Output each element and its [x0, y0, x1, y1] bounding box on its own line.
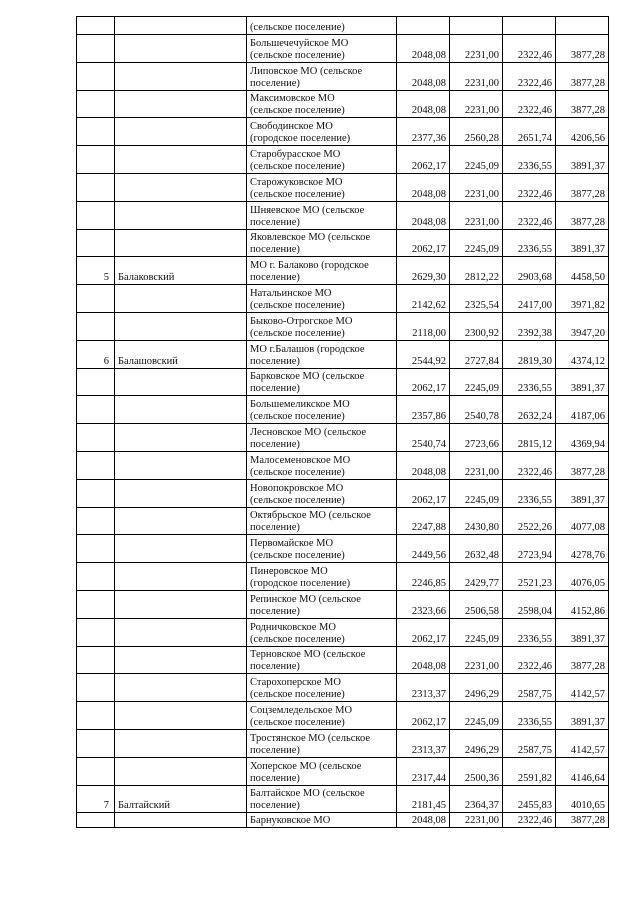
- value-cell-4: 4374,12: [556, 340, 609, 368]
- row-number-cell: [77, 479, 115, 507]
- value-cell-4: 3877,28: [556, 173, 609, 201]
- row-number-cell: [77, 424, 115, 452]
- table-row: [77, 17, 609, 35]
- value-cell-3: 2336,55: [503, 618, 556, 646]
- value-cell-1: 2048,08: [397, 646, 450, 674]
- value-cell-1: 2062,17: [397, 368, 450, 396]
- municipality-cell: (сельское поселение): [247, 17, 397, 35]
- value-cell-1: 2317,44: [397, 757, 450, 785]
- municipality-cell: Новопокровское МО (сельское поселение): [247, 479, 397, 507]
- value-cell-4: 4146,64: [556, 757, 609, 785]
- value-cell-3: 2819,30: [503, 340, 556, 368]
- value-cell-1: 2323,66: [397, 590, 450, 618]
- district-cell: Балтайский: [115, 785, 247, 813]
- value-cell-1: 2540,74: [397, 424, 450, 452]
- value-cell-2: 2231,00: [450, 451, 503, 479]
- table-row: [77, 451, 609, 479]
- value-cell-1: 2118,00: [397, 312, 450, 340]
- table-row: [77, 201, 609, 229]
- municipality-cell: Пинеровское МО (городское поселение): [247, 563, 397, 591]
- row-number-cell: 6: [77, 340, 115, 368]
- municipality-cell: Родничковское МО (сельское поселение): [247, 618, 397, 646]
- row-number-cell: [77, 590, 115, 618]
- value-cell-2: 2560,28: [450, 118, 503, 146]
- row-number-cell: [77, 285, 115, 313]
- value-cell-3: 2651,74: [503, 118, 556, 146]
- municipality-cell: Свободинское МО (городское поселение): [247, 118, 397, 146]
- row-number-cell: [77, 118, 115, 146]
- row-number-cell: [77, 201, 115, 229]
- value-cell-3: 2417,00: [503, 285, 556, 313]
- value-cell-4: 4142,57: [556, 729, 609, 757]
- value-cell-4: 3877,28: [556, 201, 609, 229]
- row-number-cell: [77, 451, 115, 479]
- value-cell-2: 2430,80: [450, 507, 503, 535]
- value-cell-4: [556, 17, 609, 35]
- row-number-cell: [77, 618, 115, 646]
- value-cell-4: 4076,05: [556, 563, 609, 591]
- value-cell-4: 3891,37: [556, 618, 609, 646]
- table-row: [77, 312, 609, 340]
- table-row: [77, 257, 609, 285]
- value-cell-2: 2231,00: [450, 62, 503, 90]
- district-cell: [115, 729, 247, 757]
- value-cell-4: 4278,76: [556, 535, 609, 563]
- value-cell-3: 2815,12: [503, 424, 556, 452]
- row-number-cell: [77, 146, 115, 174]
- table-row: [77, 507, 609, 535]
- municipality-cell: Старохоперское МО (сельское поселение): [247, 674, 397, 702]
- value-cell-2: 2245,09: [450, 229, 503, 257]
- value-cell-4: 3877,28: [556, 813, 609, 828]
- row-number-cell: [77, 173, 115, 201]
- value-cell-2: 2496,29: [450, 729, 503, 757]
- value-cell-2: 2429,77: [450, 563, 503, 591]
- value-cell-2: 2727,84: [450, 340, 503, 368]
- municipality-cell: Старобурасское МО (сельское поселение): [247, 146, 397, 174]
- value-cell-4: 3877,28: [556, 451, 609, 479]
- row-number-cell: [77, 507, 115, 535]
- value-cell-3: 2522,26: [503, 507, 556, 535]
- value-cell-1: 2048,08: [397, 813, 450, 828]
- row-number-cell: [77, 17, 115, 35]
- municipality-cell: Яковлевское МО (сельское поселение): [247, 229, 397, 257]
- value-cell-4: 4010,65: [556, 785, 609, 813]
- value-cell-4: 3891,37: [556, 229, 609, 257]
- value-cell-4: 4142,57: [556, 674, 609, 702]
- district-cell: [115, 479, 247, 507]
- table-row: [77, 535, 609, 563]
- municipality-cell: Хоперское МО (сельское поселение): [247, 757, 397, 785]
- table-row: [77, 674, 609, 702]
- district-cell: [115, 17, 247, 35]
- table-row: [77, 62, 609, 90]
- value-cell-2: 2325,54: [450, 285, 503, 313]
- value-cell-4: 4458,50: [556, 257, 609, 285]
- row-number-cell: [77, 62, 115, 90]
- value-cell-2: [450, 17, 503, 35]
- value-cell-2: 2364,37: [450, 785, 503, 813]
- value-cell-1: 2062,17: [397, 618, 450, 646]
- municipality-cell: Малосеменовское МО (сельское поселение): [247, 451, 397, 479]
- table-row: [77, 785, 609, 813]
- district-cell: [115, 646, 247, 674]
- row-number-cell: [77, 229, 115, 257]
- row-number-cell: [77, 368, 115, 396]
- value-cell-4: 3891,37: [556, 146, 609, 174]
- value-cell-1: 2377,36: [397, 118, 450, 146]
- row-number-cell: [77, 757, 115, 785]
- row-number-cell: [77, 312, 115, 340]
- value-cell-3: 2903,68: [503, 257, 556, 285]
- table-row: [77, 35, 609, 63]
- value-cell-1: 2062,17: [397, 146, 450, 174]
- value-cell-4: 3877,28: [556, 646, 609, 674]
- table-row: [77, 702, 609, 730]
- municipality-cell: Большечечуйское МО (сельское поселение): [247, 35, 397, 63]
- row-number-cell: [77, 35, 115, 63]
- value-cell-1: 2313,37: [397, 729, 450, 757]
- table-row: [77, 118, 609, 146]
- value-cell-3: 2598,04: [503, 590, 556, 618]
- value-cell-1: 2181,45: [397, 785, 450, 813]
- value-cell-1: 2062,17: [397, 479, 450, 507]
- value-cell-1: 2048,08: [397, 201, 450, 229]
- value-cell-3: 2336,55: [503, 368, 556, 396]
- value-cell-2: 2245,09: [450, 146, 503, 174]
- district-cell: [115, 201, 247, 229]
- municipality-cell: Барковское МО (сельское поселение): [247, 368, 397, 396]
- value-cell-1: 2062,17: [397, 702, 450, 730]
- value-cell-1: 2142,62: [397, 285, 450, 313]
- district-cell: [115, 451, 247, 479]
- municipality-cell: Первомайское МО (сельское поселение): [247, 535, 397, 563]
- value-cell-4: 4369,94: [556, 424, 609, 452]
- value-cell-3: 2336,55: [503, 146, 556, 174]
- value-cell-2: 2231,00: [450, 201, 503, 229]
- table-row: [77, 146, 609, 174]
- municipality-cell: Октябрьское МО (сельское поселение): [247, 507, 397, 535]
- value-cell-4: 3877,28: [556, 35, 609, 63]
- district-cell: [115, 285, 247, 313]
- district-cell: [115, 35, 247, 63]
- row-number-cell: [77, 90, 115, 118]
- row-number-cell: [77, 646, 115, 674]
- value-cell-3: 2322,46: [503, 646, 556, 674]
- municipality-cell: Лесновское МО (сельское поселение): [247, 424, 397, 452]
- value-cell-2: 2231,00: [450, 90, 503, 118]
- municipality-cell: Репинское МО (сельское поселение): [247, 590, 397, 618]
- value-cell-3: 2587,75: [503, 674, 556, 702]
- municipality-cell: Липовское МО (сельское поселение): [247, 62, 397, 90]
- table-row: [77, 285, 609, 313]
- table-row: [77, 368, 609, 396]
- value-cell-2: 2632,48: [450, 535, 503, 563]
- table-row: [77, 479, 609, 507]
- district-cell: [115, 424, 247, 452]
- value-cell-3: 2723,94: [503, 535, 556, 563]
- district-cell: [115, 90, 247, 118]
- row-number-cell: 5: [77, 257, 115, 285]
- district-cell: [115, 229, 247, 257]
- value-cell-4: 3947,20: [556, 312, 609, 340]
- district-cell: [115, 535, 247, 563]
- municipality-cell: Тростянское МО (сельское поселение): [247, 729, 397, 757]
- district-cell: [115, 62, 247, 90]
- value-cell-1: 2313,37: [397, 674, 450, 702]
- value-cell-4: 3877,28: [556, 90, 609, 118]
- value-cell-3: 2322,46: [503, 173, 556, 201]
- table-row: [77, 340, 609, 368]
- value-cell-1: 2062,17: [397, 229, 450, 257]
- municipality-cell: Шняевское МО (сельское поселение): [247, 201, 397, 229]
- value-cell-3: 2336,55: [503, 229, 556, 257]
- value-cell-3: 2322,46: [503, 813, 556, 828]
- value-cell-3: 2336,55: [503, 479, 556, 507]
- district-cell: [115, 813, 247, 828]
- value-cell-4: 3891,37: [556, 479, 609, 507]
- value-cell-4: 3971,82: [556, 285, 609, 313]
- value-cell-3: 2587,75: [503, 729, 556, 757]
- row-number-cell: [77, 813, 115, 828]
- table-row: [77, 563, 609, 591]
- table-row: [77, 813, 609, 828]
- value-cell-2: 2506,58: [450, 590, 503, 618]
- value-cell-3: 2392,38: [503, 312, 556, 340]
- district-cell: Балашовский: [115, 340, 247, 368]
- value-cell-4: 3877,28: [556, 62, 609, 90]
- value-cell-1: [397, 17, 450, 35]
- value-cell-3: 2322,46: [503, 90, 556, 118]
- value-cell-3: 2322,46: [503, 35, 556, 63]
- table-row: [77, 90, 609, 118]
- value-cell-3: 2322,46: [503, 62, 556, 90]
- value-cell-1: 2449,56: [397, 535, 450, 563]
- value-cell-3: 2591,82: [503, 757, 556, 785]
- row-number-cell: [77, 563, 115, 591]
- municipality-cell: Терновское МО (сельское поселение): [247, 646, 397, 674]
- municipality-cell: Балтайское МО (сельское поселение): [247, 785, 397, 813]
- district-cell: [115, 674, 247, 702]
- table-row: [77, 590, 609, 618]
- value-cell-4: 3891,37: [556, 702, 609, 730]
- municipality-cell: Старожуковское МО (сельское поселение): [247, 173, 397, 201]
- value-cell-1: 2048,08: [397, 173, 450, 201]
- value-cell-4: 3891,37: [556, 368, 609, 396]
- value-cell-3: 2322,46: [503, 451, 556, 479]
- value-cell-2: 2245,09: [450, 702, 503, 730]
- district-cell: Балаковский: [115, 257, 247, 285]
- table-row: [77, 729, 609, 757]
- district-cell: [115, 507, 247, 535]
- table-row: [77, 424, 609, 452]
- value-cell-2: 2540,78: [450, 396, 503, 424]
- value-cell-4: 4187,06: [556, 396, 609, 424]
- table-body: [77, 17, 609, 828]
- value-cell-1: 2544,92: [397, 340, 450, 368]
- table-row: [77, 646, 609, 674]
- value-cell-2: 2496,29: [450, 674, 503, 702]
- row-number-cell: [77, 396, 115, 424]
- district-cell: [115, 757, 247, 785]
- row-number-cell: [77, 729, 115, 757]
- row-number-cell: [77, 674, 115, 702]
- district-cell: [115, 368, 247, 396]
- municipality-cell: Соцземледельское МО (сельское поселение): [247, 702, 397, 730]
- value-cell-3: 2521,23: [503, 563, 556, 591]
- district-cell: [115, 702, 247, 730]
- value-cell-4: 4077,08: [556, 507, 609, 535]
- municipality-cell: Барнуковское МО: [247, 813, 397, 828]
- value-cell-1: 2357,86: [397, 396, 450, 424]
- row-number-cell: [77, 535, 115, 563]
- value-cell-4: 4152,86: [556, 590, 609, 618]
- value-cell-2: 2500,36: [450, 757, 503, 785]
- municipality-cell: МО г. Балаково (городское поселение): [247, 257, 397, 285]
- value-cell-1: 2048,08: [397, 451, 450, 479]
- district-cell: [115, 396, 247, 424]
- municipality-cell: МО г.Балашов (городское поселение): [247, 340, 397, 368]
- table-row: [77, 618, 609, 646]
- district-cell: [115, 173, 247, 201]
- value-cell-2: 2245,09: [450, 479, 503, 507]
- value-cell-2: 2231,00: [450, 646, 503, 674]
- value-cell-1: 2048,08: [397, 62, 450, 90]
- district-cell: [115, 590, 247, 618]
- row-number-cell: 7: [77, 785, 115, 813]
- value-cell-2: 2245,09: [450, 618, 503, 646]
- value-cell-1: 2048,08: [397, 90, 450, 118]
- value-cell-2: 2231,00: [450, 35, 503, 63]
- value-cell-3: 2455,83: [503, 785, 556, 813]
- table-row: [77, 757, 609, 785]
- value-cell-4: 4206,56: [556, 118, 609, 146]
- value-cell-1: 2629,30: [397, 257, 450, 285]
- value-cell-2: 2300,92: [450, 312, 503, 340]
- district-cell: [115, 146, 247, 174]
- table-row: [77, 173, 609, 201]
- row-number-cell: [77, 702, 115, 730]
- district-cell: [115, 618, 247, 646]
- municipality-cell: Натальинское МО (сельское поселение): [247, 285, 397, 313]
- district-cell: [115, 312, 247, 340]
- value-cell-2: 2245,09: [450, 368, 503, 396]
- value-cell-3: 2336,55: [503, 702, 556, 730]
- value-cell-1: 2246,85: [397, 563, 450, 591]
- value-cell-2: 2231,00: [450, 813, 503, 828]
- value-cell-2: 2812,22: [450, 257, 503, 285]
- value-cell-2: 2231,00: [450, 173, 503, 201]
- municipality-cell: Быково-Отрогское МО (сельское поселение): [247, 312, 397, 340]
- district-cell: [115, 118, 247, 146]
- value-cell-1: 2247,88: [397, 507, 450, 535]
- value-cell-3: 2632,24: [503, 396, 556, 424]
- tariff-table: [76, 16, 609, 828]
- value-cell-1: 2048,08: [397, 35, 450, 63]
- value-cell-2: 2723,66: [450, 424, 503, 452]
- table-row: [77, 229, 609, 257]
- district-cell: [115, 563, 247, 591]
- municipality-cell: Большемеликское МО (сельское поселение): [247, 396, 397, 424]
- value-cell-3: 2322,46: [503, 201, 556, 229]
- value-cell-3: [503, 17, 556, 35]
- table-row: [77, 396, 609, 424]
- municipality-cell: Максимовское МО (сельское поселение): [247, 90, 397, 118]
